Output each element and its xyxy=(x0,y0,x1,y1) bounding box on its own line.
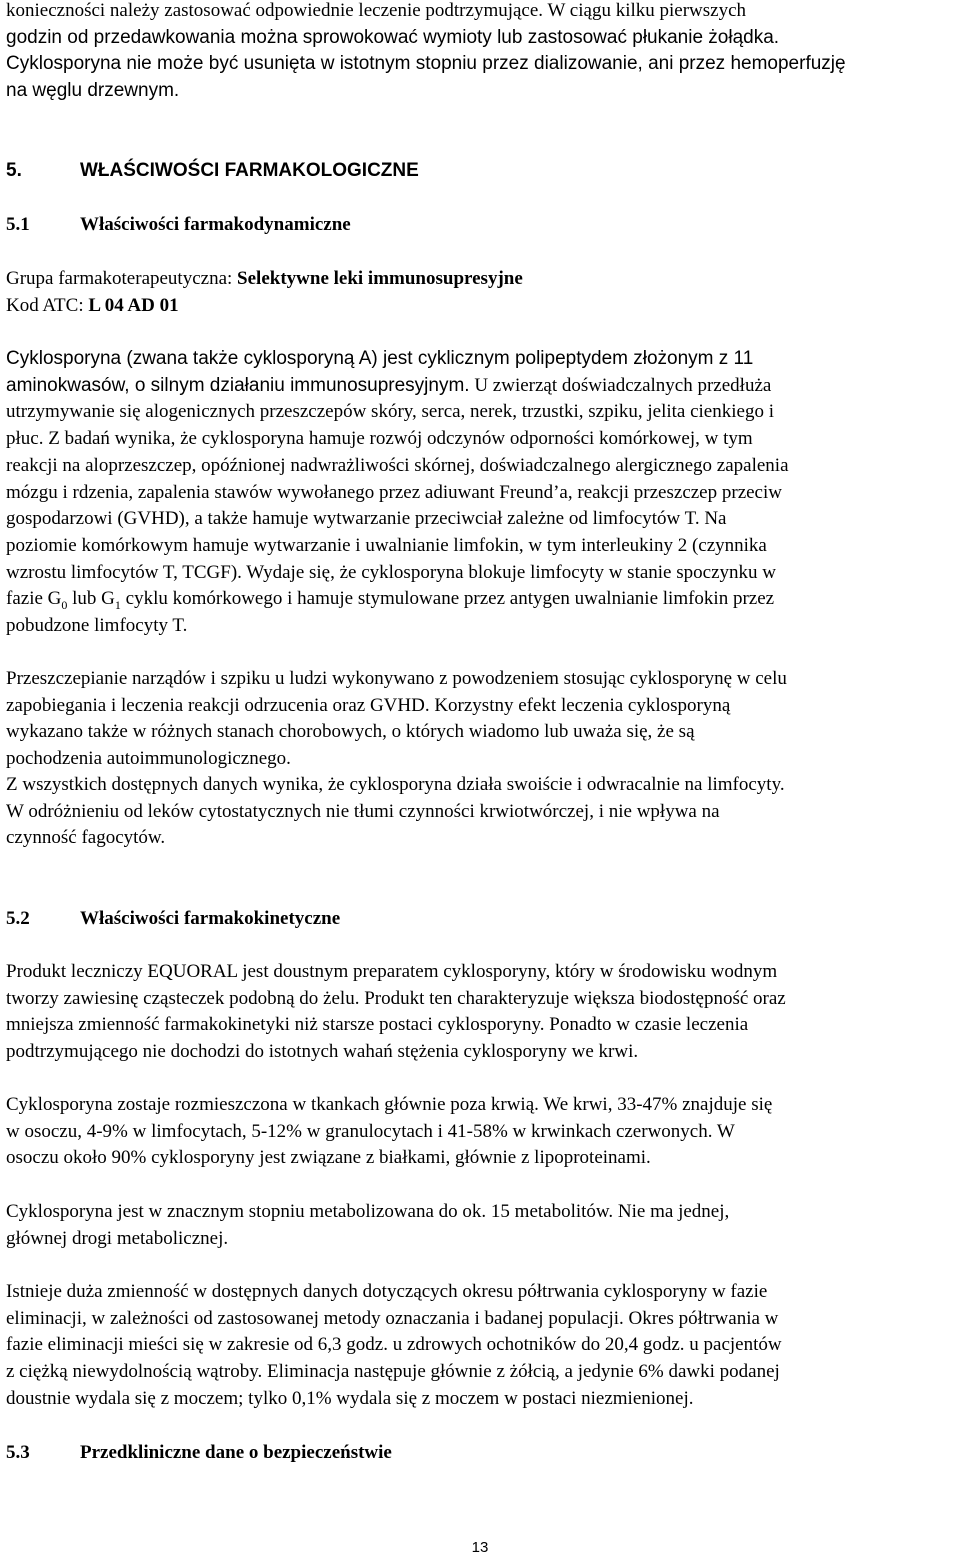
pk-paragraph-3 xyxy=(6,1199,729,1252)
page-number: 13 xyxy=(471,1539,489,1556)
section-title: Właściwości farmakokinetyczne xyxy=(80,908,341,929)
pk-paragraph-1 xyxy=(6,959,786,1066)
text-line: mniejsza zmienność farmakokinetyki niż starsze postaci cyklosporyny. Ponadto w czasie leczenia xyxy=(6,1014,749,1036)
text-line: pobudzone limfocyty T. xyxy=(6,615,188,637)
text-line: czynność fagocytów. xyxy=(6,827,166,849)
pd-paragraph-1 xyxy=(6,346,789,640)
text-line: mózgu i rdzenia, zapalenia stawów wywołanego przez adiuwant Freund’a, reakcji przeszczep przeciw xyxy=(6,481,782,503)
text-line: Cyklosporyna zostaje rozmieszczona w tkankach głównie poza krwią. We krwi, 33-47% znajduje się xyxy=(6,1094,773,1115)
text-line: reakcji na aloprzeszczep, opóźnionej nadwrażliwości skórnej, doświadczalnego alergicznego zapalenia xyxy=(6,454,789,476)
text-line: głównej drogi metabolicznej. xyxy=(6,1227,229,1249)
intro-paragraph xyxy=(6,0,846,105)
text-line: konieczności należy zastosować odpowiednie leczenie podtrzymujące. W ciągu kilku pierwszych xyxy=(6,0,747,21)
text-line: godzin od przedawkowania można sprowokować wymioty lub zastosować płukanie żołądka. xyxy=(6,26,780,48)
pd-paragraph-3 xyxy=(6,772,785,852)
text-line: wykazano także w różnych stanach chorobowych, o których wiadomo lub uważa się, że są xyxy=(6,721,695,743)
section-number: 5.3 xyxy=(6,1442,30,1463)
text-line: pochodzenia autoimmunologicznego. xyxy=(6,748,291,770)
pk-paragraph-4 xyxy=(6,1279,782,1413)
text-line: utrzymywanie się alogenicznych przeszczepów skóry, serca, nerek, trzustki, szpiku, jelita cienkiego i xyxy=(6,401,774,423)
section-title: WŁAŚCIWOŚCI FARMAKOLOGICZNE xyxy=(80,160,419,181)
text-line: Cyklosporyna nie może być usunięta w istotnym stopniu przez dializowanie, ani przez hemoperfuzję xyxy=(6,53,846,75)
text-line: Cyklosporyna (zwana także cyklosporyną A) jest cyklicznym polipeptydem złożonym z 11 xyxy=(6,348,754,369)
text-line: Z wszystkich dostępnych danych wynika, że cyklosporyna działa swoiście i odwracalnie na limfocyty. xyxy=(6,774,785,795)
pd-paragraph-2 xyxy=(6,666,787,773)
classification-block xyxy=(6,266,523,319)
text-line: eliminacji, w zależności od zastosowanej metody oznaczania i badanej populacji. Okres półtrwania w xyxy=(6,1307,779,1329)
section-number: 5. xyxy=(6,160,22,181)
atc-value: L 04 AD 01 xyxy=(88,294,179,316)
text-line: podtrzymującego nie dochodzi do istotnych wahań stężenia cyklosporyny we krwi. xyxy=(6,1041,639,1063)
pk-paragraph-2 xyxy=(6,1092,772,1172)
text-line: gospodarzowi (GVHD), a także hamuje wytwarzanie przeciwciał zależne od limfocytów T. Na xyxy=(6,508,727,530)
section-title: Właściwości farmakodynamiczne xyxy=(80,214,351,235)
text-line: Cyklosporyna jest w znacznym stopniu metabolizowana do ok. 15 metabolitów. Nie ma jednej, xyxy=(6,1201,730,1222)
text-line: tworzy zawiesinę cząsteczek podobną do żelu. Produkt ten charakteryzuje większa biodostępność oraz xyxy=(6,987,786,1009)
section-heading-5-3 xyxy=(6,1440,392,1466)
section-heading-5-2 xyxy=(6,906,340,932)
text-line-tail: U zwierząt doświadczalnych przedłuża xyxy=(469,374,772,396)
text-line: Produkt leczniczy EQUORAL jest doustnym preparatem cyklosporyny, który w środowisku wodnym xyxy=(6,961,778,982)
text-line: W odróżnieniu od leków cytostatycznych nie tłumi czynności krwiotwórczej, i nie wpływa na xyxy=(6,800,720,822)
text-line: Istnieje duża zmienność w dostępnych danych dotyczących okresu półtrwania cyklosporyny w fazie xyxy=(6,1281,768,1302)
text-line: w osoczu, 4-9% w limfocytach, 5-12% w granulocytach i 41-58% w krwinkach czerwonych. W xyxy=(6,1120,735,1142)
text-line-g-phase: fazie $G_0$ lub $G_1$ cyklu komórkowego i hamuje stymulowane przez antygen uwalnianie limfokin przez xyxy=(6,588,775,613)
text-line: wzrostu limfocytów T, TCGF). Wydaje się, że cyklosporyna blokuje limfocyty w stanie spoczynku w xyxy=(6,561,776,583)
section-heading-5 xyxy=(6,158,419,184)
text-line: poziomie komórkowym hamuje wytwarzanie i uwalnianie limfokin, w tym interleukiny 2 (czynnika xyxy=(6,534,767,556)
text-line: płuc. Z badań wynika, że cyklosporyna hamuje rozwój odczynów odporności komórkowej, w tym xyxy=(6,428,753,450)
text-line: fazie eliminacji mieści się w zakresie od 6,3 godz. u zdrowych ochotników do 20,4 godz. u pacjentów xyxy=(6,1334,782,1356)
section-number: 5.2 xyxy=(6,908,30,929)
text-line: na węglu drzewnym. xyxy=(6,80,180,102)
text-line: osoczu około 90% cyklosporyny jest związane z białkami, głównie z lipoproteinami. xyxy=(6,1147,651,1169)
section-heading-5-1 xyxy=(6,212,351,238)
atc-label: Kod ATC: xyxy=(6,294,89,316)
text-line: zapobiegania i leczenia reakcji odrzucenia oraz GVHD. Korzystny efekt leczenia cyklosporyną xyxy=(6,694,731,716)
group-label: Grupa farmakoterapeutyczna: xyxy=(6,268,238,289)
text-line: Przeszczepianie narządów i szpiku u ludzi wykonywano z powodzeniem stosując cyklosporynę w celu xyxy=(6,668,787,689)
section-number: 5.1 xyxy=(6,214,30,235)
group-value: Selektywne leki immunosupresyjne xyxy=(237,268,523,289)
section-title: Przedkliniczne dane o bezpieczeństwie xyxy=(80,1442,392,1463)
text-line: aminokwasów, o silnym działaniu immunosupresyjnym. xyxy=(6,374,470,396)
text-line: z ciężką niewydolnością wątroby. Eliminacja następuje głównie z żółcią, a jedynie 6% dawki podanej xyxy=(6,1361,780,1383)
text-line: doustnie wydala się z moczem; tylko 0,1% wydala się z moczem w postaci niezmienionej. xyxy=(6,1387,694,1409)
